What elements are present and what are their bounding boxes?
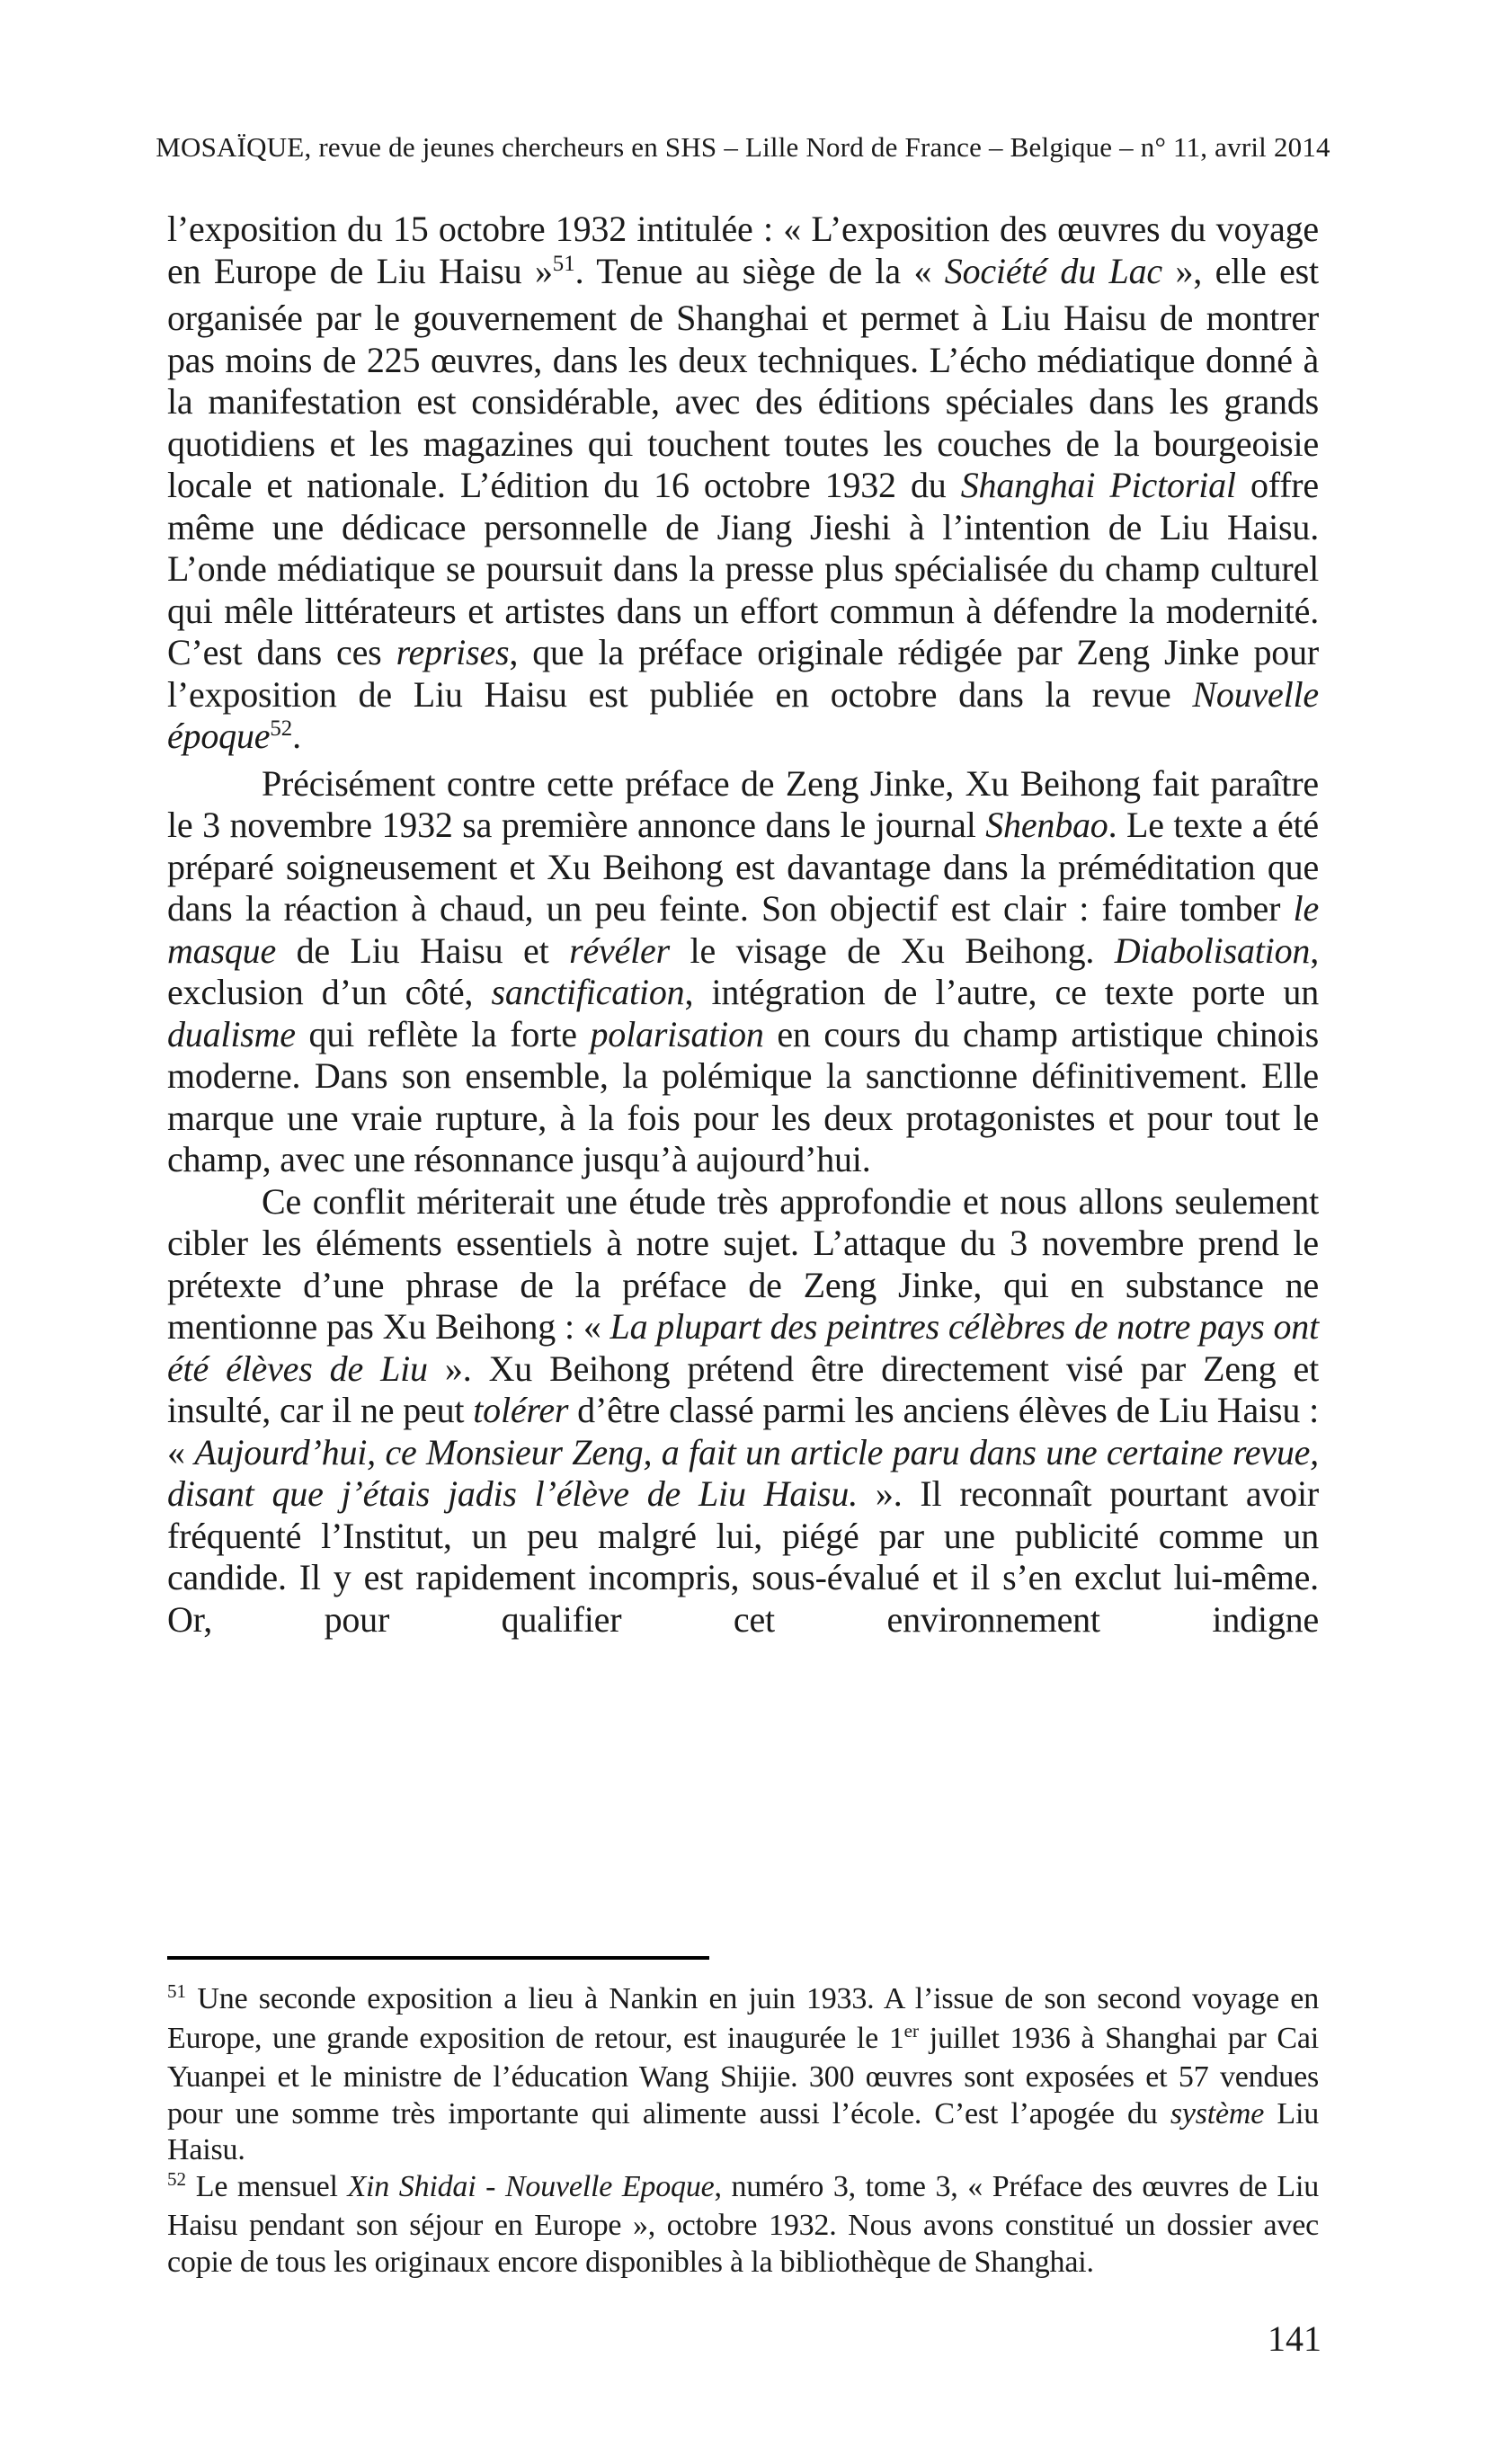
text-run: l’exposition du 15 octobre 1932 intitulée : « L’exposition des œuvres du voyage en Europe de Liu Haisu » [167,209,1319,291]
page-number: 141 [1268,2318,1321,2359]
footnote-reference: er [903,2019,919,2041]
text-run: offre même une dédicace personnelle de Jiang Jieshi à l’intention de Liu Haisu. L’onde médiatique se poursuit dans la presse plus spécialisée du champ culturel qui mêle littérateurs et artistes dans un effort commun à défendre la modernité. C’est dans ces [167,465,1319,672]
italic-text: système [1170,2096,1265,2130]
italic-text: révéler [569,930,670,971]
italic-text: Nouvelle époque [167,673,1319,756]
text-run: juillet 1936 à Shanghai par Cai Yuanpei et le ministre de l’éducation Wang Shijie. 300 œuvres sont exposées et 57 vendues pour une somme très importante qui alimente aussi l’école. C’est l’apogée du [167,2021,1319,2130]
italic-text: Xin Shidai - Nouvelle Epoque [347,2169,715,2203]
text-run: de Liu Haisu et [276,930,570,971]
italic-text: reprises [396,632,510,672]
footnote-reference: 51 [552,251,575,276]
text-run: , intégration de l’autre, ce texte porte un [684,972,1319,1012]
footnote-reference: 52 [167,2167,187,2190]
italic-text: Diabolisation [1114,930,1311,971]
italic-text: le masque [167,888,1319,971]
text-run: qui reflète la forte [295,1013,591,1054]
text-run: . Le texte a été préparé soigneusement et Xu Beihong est davantage dans la préméditation que dans la réaction à chaud, un peu feinte. Son objectif est clair : faire tomber [167,805,1319,929]
italic-text: Aujourd’hui, ce Monsieur Zeng, a fait un article paru dans une certaine revue, disant que j’étais jadis l’élève de Liu Haisu. [167,1431,1319,1514]
text-run: , exclusion d’un côté, [167,930,1319,1012]
text-run: d’être classé parmi les anciens élèves de Liu Haisu : « [167,1390,1319,1472]
italic-text: dualisme [167,1013,296,1054]
footnote-separator [167,1956,709,1960]
italic-text: tolérer [473,1390,569,1430]
text-run: Liu Haisu. [167,2096,1319,2166]
text-run: Le mensuel [186,2169,348,2203]
text-run: . [292,716,301,756]
footnote-item [167,2169,1319,2282]
paragraph [167,209,1319,763]
text-run: ». Xu Beihong prétend être directement visé par Zeng et insulté, car il ne peut [167,1348,1320,1430]
text-run: , que la préface originale rédigée par Zeng Jinke pour l’exposition de Liu Haisu est publiée en octobre dans la revue [167,632,1319,715]
text-run: en cours du champ artistique chinois moderne. Dans son ensemble, la polémique la sanctionne définitivement. Elle marque une vraie rupture, à la fois pour les deux protagonistes et pour tout le champ, avec une résonnance jusqu’à aujourd’hui. [167,1013,1320,1179]
footnotes [167,1981,1319,2281]
text-run: », elle est organisée par le gouvernement de Shanghai et permet à Liu Haisu de montrer pas moins de 225 œuvres, dans les deux techniques. L’écho médiatique donné à la manifestation est considérable, avec des éditions spéciales dans les grands quotidiens et les magazines qui touchent toutes les couches de la bourgeoisie locale et nationale. L’édition du 16 octobre 1932 du [167,250,1319,505]
text-run: Précisément contre cette préface de Zeng Jinke, Xu Beihong fait paraître le 3 novembre 1932 sa première annonce dans le journal [167,762,1319,845]
italic-text: Société du Lac [944,250,1162,291]
italic-text: polarisation [590,1013,764,1054]
paragraph [167,1181,1319,1641]
italic-text: sanctification [491,972,685,1012]
body-text [167,209,1319,1641]
footnote-reference: 51 [167,1980,187,2003]
text-run: Une seconde exposition a lieu à Nankin en juin 1933. A l’issue de son second voyage en Europe, une grande exposition de retour, est inaugurée le 1 [167,1982,1319,2055]
running-header: MOSAÏQUE, revue de jeunes chercheurs en SHS – Lille Nord de France – Belgique – n° 11, avril 2014 [156,131,1330,163]
text-run: le visage de Xu Beihong. [669,930,1115,971]
text-run: , numéro 3, tome 3, « Préface des œuvres de Liu Haisu pendant son séjour en Europe », octobre 1932. Nous avons constitué un dossier avec copie de tous les originaux encore disponibles à la bibliothèque de Shanghai. [167,2169,1319,2279]
italic-text: La plupart des peintres célèbres de notre pays ont été élèves de Liu [167,1306,1319,1389]
text-run: ». Il reconnaît pourtant avoir fréquenté l’Institut, un peu malgré lui, piégé par une publicité comme un candide. Il y est rapidement incompris, sous-évalué et il s’en exclut lui-même. Or, pour qualifier cet environnement indigne [167,1473,1320,1640]
text-run: Ce conflit mériterait une étude très approfondie et nous allons seulement cibler les éléments essentiels à notre sujet. L’attaque du 3 novembre prend le prétexte d’une phrase de la préface de Zeng Jinke, qui en substance ne mentionne pas Xu Beihong : « [167,1180,1319,1347]
paragraph [167,763,1319,1181]
italic-text: Shanghai Pictorial [960,465,1236,505]
footnote-reference: 52 [270,716,293,742]
text-run: . Tenue au siège de la « [574,250,945,291]
footnote-item [167,1981,1319,2169]
italic-text: Shenbao [985,805,1108,845]
